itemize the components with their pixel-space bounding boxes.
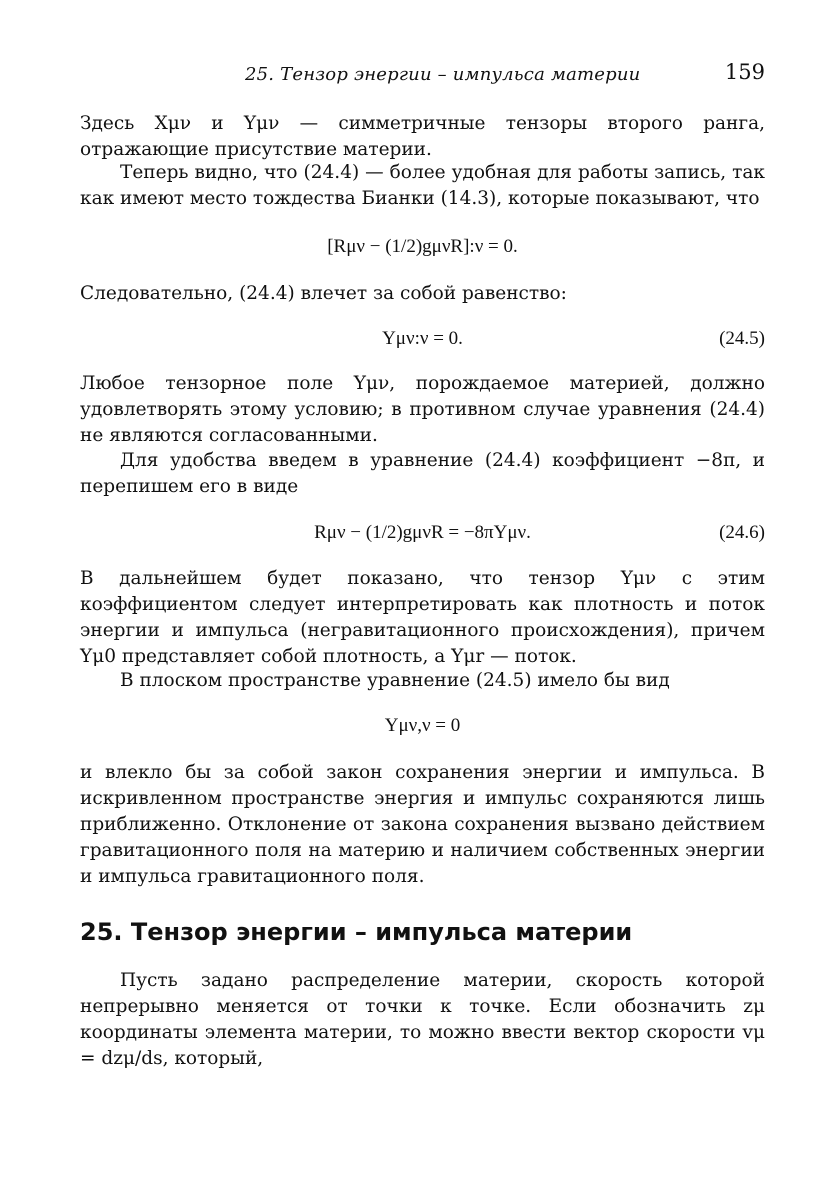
equation-flat-formula: Yμν,ν = 0 <box>384 715 461 736</box>
paragraph-bianchi-intro: Теперь видно, что (24.4) — более удобная для работы запись, так как имеют место тождества Бианки (14.3), которые показывают, что <box>80 162 765 209</box>
paragraph-tensor-field: Любое тензорное поле Yμν, порождаемое материей, должно удовлетворять этому условию; в противном случае уравнения (24.4) не являются согласованными. <box>80 373 765 446</box>
page-number: 159 <box>724 60 765 84</box>
section-title: 25. Тензор энергии – импульса материи <box>80 918 633 946</box>
equation-24-5 <box>80 324 765 354</box>
equation-24-5-number: (24.5) <box>719 328 765 349</box>
equation-24-6-number: (24.6) <box>719 522 765 543</box>
equation-24-6 <box>80 518 765 548</box>
equation-24-6-formula: Rμν − (1/2)gμνR = −8πYμν. <box>314 522 531 543</box>
paragraph-coefficient: Для удобства введем в уравнение (24.4) коэффициент −8π, и перепишем его в виде <box>80 450 765 497</box>
equation-bianchi-formula: [Rμν − (1/2)gμνR]:ν = 0. <box>327 236 518 257</box>
equation-bianchi <box>80 232 765 262</box>
paragraph-flat-space: В плоском пространстве уравнение (24.5) имело бы вид <box>120 670 670 691</box>
paragraph-conservation: и влекло бы за собой закон сохранения энергии и импульса. В искривленном пространстве энергия и импульс сохраняются лишь приближенно. Отклонение от закона сохранения вызвано действием гравитационного поля на материю и наличием собственных энергии и импульса гравитационного поля. <box>80 762 765 887</box>
equation-flat <box>80 711 765 741</box>
running-title: 25. Тензор энергии – импульса материи <box>245 64 641 85</box>
paragraph-interpretation: В дальнейшем будет показано, что тензор Yμν с этим коэффициентом следует интерпретировать как плотность и поток энергии и импульса (негравитационного происхождения), причем Yμ0 представляет собой плотность, а Yμr — поток. <box>80 568 765 667</box>
equation-24-5-formula: Yμν:ν = 0. <box>382 328 463 349</box>
running-header <box>80 60 765 92</box>
paragraph-consequently: Следовательно, (24.4) влечет за собой равенство: <box>80 283 567 304</box>
paragraph-matter-distribution: Пусть задано распределение материи, скорость которой непрерывно меняется от точки к точке. Если обозначить zμ координаты элемента материи, то можно ввести вектор скорости vμ = dzμ/ds, который, <box>80 970 765 1069</box>
paragraph-tensors-intro: Здесь Xμν и Yμν — симметричные тензоры второго ранга, отражающие присутствие материи. <box>80 113 765 160</box>
